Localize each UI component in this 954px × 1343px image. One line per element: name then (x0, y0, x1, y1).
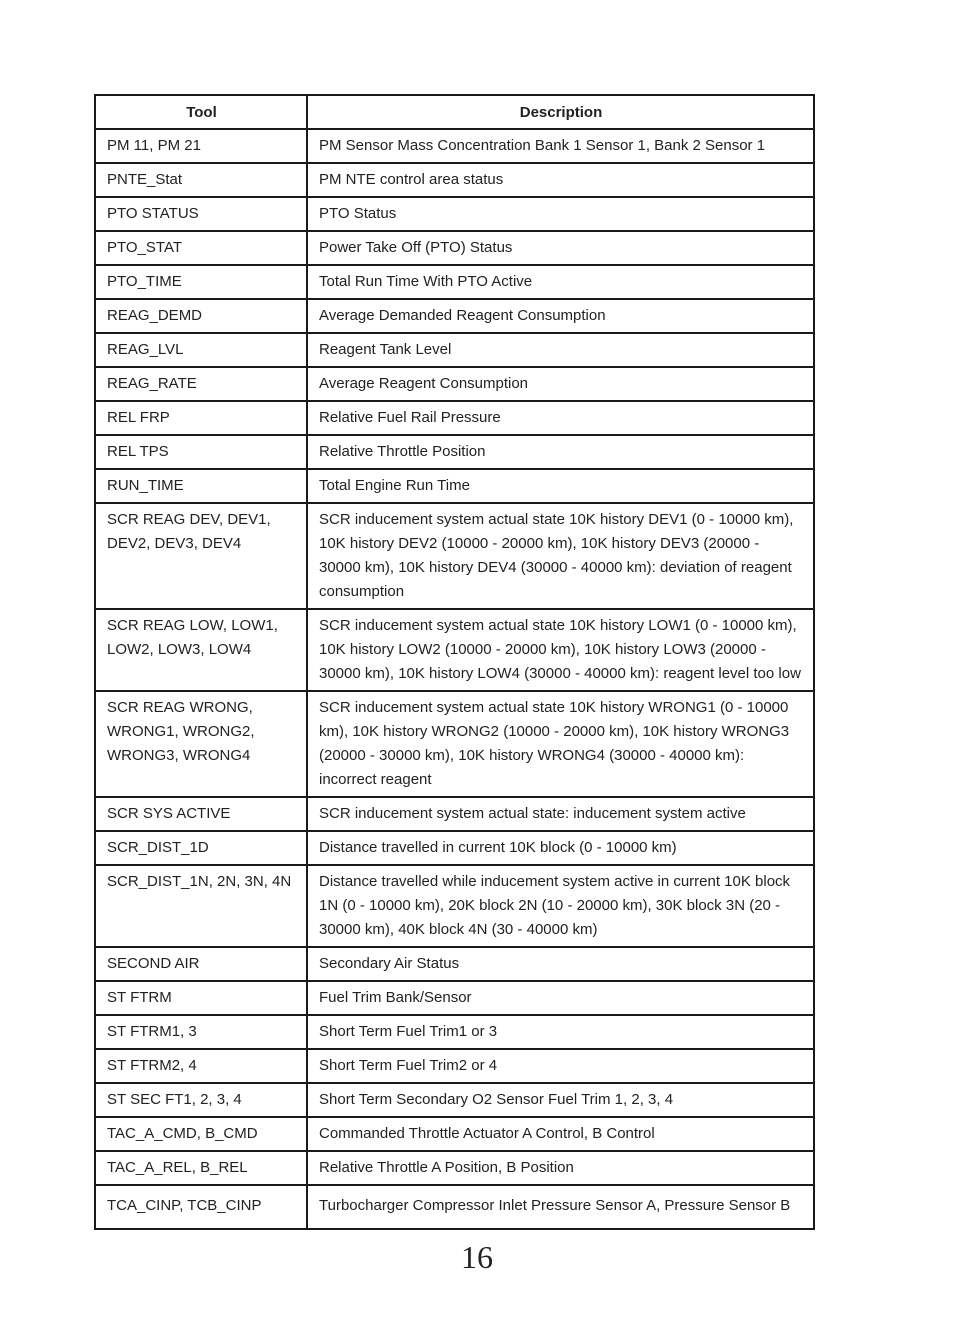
table-row (95, 435, 814, 469)
description-cell: Total Run Time With PTO Active (307, 265, 814, 299)
description-cell: SCR inducement system actual state 10K history LOW1 (0 - 10000 km), 10K history LOW2 (10000 - 20000 km), 10K history LOW3 (20000 - 30000 km), 10K history LOW4 (30000 - 40000 km): reagent level too low (307, 609, 814, 691)
table-row (95, 947, 814, 981)
page-number: 16 (461, 1239, 493, 1275)
description-cell: Fuel Trim Bank/Sensor (307, 981, 814, 1015)
table-row (95, 401, 814, 435)
description-cell: Short Term Fuel Trim2 or 4 (307, 1049, 814, 1083)
description-cell: Reagent Tank Level (307, 333, 814, 367)
description-cell: Power Take Off (PTO) Status (307, 231, 814, 265)
table-row (95, 265, 814, 299)
tool-cell: ST SEC FT1, 2, 3, 4 (95, 1083, 307, 1117)
table-row (95, 299, 814, 333)
tool-cell: PNTE_Stat (95, 163, 307, 197)
description-cell: Average Reagent Consumption (307, 367, 814, 401)
tool-cell: ST FTRM2, 4 (95, 1049, 307, 1083)
tool-cell: ST FTRM1, 3 (95, 1015, 307, 1049)
description-cell: Secondary Air Status (307, 947, 814, 981)
tool-cell: SCR REAG LOW, LOW1, LOW2, LOW3, LOW4 (95, 609, 307, 691)
table-row (95, 797, 814, 831)
tool-cell: SCR REAG WRONG, WRONG1, WRONG2, WRONG3, WRONG4 (95, 691, 307, 797)
table-row (95, 1185, 814, 1229)
tool-cell: PTO STATUS (95, 197, 307, 231)
tool-cell: SCR_DIST_1D (95, 831, 307, 865)
tool-cell: RUN_TIME (95, 469, 307, 503)
tool-description-table (94, 94, 815, 1230)
table-row (95, 469, 814, 503)
description-cell: Turbocharger Compressor Inlet Pressure Sensor A, Pressure Sensor B (307, 1185, 814, 1229)
table-row (95, 197, 814, 231)
description-cell: Commanded Throttle Actuator A Control, B Control (307, 1117, 814, 1151)
tool-cell: SCR REAG DEV, DEV1, DEV2, DEV3, DEV4 (95, 503, 307, 609)
description-cell: Distance travelled while inducement system active in current 10K block 1N (0 - 10000 km), 20K block 2N (10 - 20000 km), 30K block 3N (20 - 30000 km), 40K block 4N (30 - 40000 km) (307, 865, 814, 947)
table-row (95, 1117, 814, 1151)
column-header-description: Description (307, 95, 814, 129)
table-row (95, 1015, 814, 1049)
tool-cell: REAG_LVL (95, 333, 307, 367)
table-row (95, 865, 814, 947)
description-cell: PTO Status (307, 197, 814, 231)
table-row (95, 831, 814, 865)
description-cell: Relative Fuel Rail Pressure (307, 401, 814, 435)
tool-cell: TAC_A_REL, B_REL (95, 1151, 307, 1185)
table-row (95, 1083, 814, 1117)
tool-cell: SECOND AIR (95, 947, 307, 981)
description-cell: PM NTE control area status (307, 163, 814, 197)
tool-cell: REAG_DEMD (95, 299, 307, 333)
tool-cell: SCR_DIST_1N, 2N, 3N, 4N (95, 865, 307, 947)
description-cell: SCR inducement system actual state: inducement system active (307, 797, 814, 831)
table-row (95, 691, 814, 797)
tool-cell: REL TPS (95, 435, 307, 469)
tool-cell: SCR SYS ACTIVE (95, 797, 307, 831)
description-cell: Total Engine Run Time (307, 469, 814, 503)
tool-cell: PM 11, PM 21 (95, 129, 307, 163)
table-header-row (95, 95, 814, 129)
description-cell: Distance travelled in current 10K block (0 - 10000 km) (307, 831, 814, 865)
table-row (95, 1151, 814, 1185)
table-row (95, 163, 814, 197)
description-cell: Average Demanded Reagent Consumption (307, 299, 814, 333)
table-row (95, 231, 814, 265)
table-row (95, 333, 814, 367)
description-cell: Short Term Fuel Trim1 or 3 (307, 1015, 814, 1049)
table-body (95, 129, 814, 1229)
column-header-tool: Tool (95, 95, 307, 129)
description-cell: Short Term Secondary O2 Sensor Fuel Trim 1, 2, 3, 4 (307, 1083, 814, 1117)
tool-cell: TCA_CINP, TCB_CINP (95, 1185, 307, 1229)
description-cell: SCR inducement system actual state 10K history WRONG1 (0 - 10000 km), 10K history WRONG2 (10000 - 20000 km), 10K history WRONG3 (20000 - 30000 km), 10K history WRONG4 (30000 - 40000 km): incorrect reagent (307, 691, 814, 797)
table-row (95, 609, 814, 691)
tool-cell: ST FTRM (95, 981, 307, 1015)
tool-cell: REAG_RATE (95, 367, 307, 401)
tool-cell: PTO_TIME (95, 265, 307, 299)
table-row (95, 1049, 814, 1083)
description-cell: SCR inducement system actual state 10K history DEV1 (0 - 10000 km), 10K history DEV2 (10000 - 20000 km), 10K history DEV3 (20000 - 30000 km), 10K history DEV4 (30000 - 40000 km): deviation of reagent consumption (307, 503, 814, 609)
table-row (95, 129, 814, 163)
table-row (95, 981, 814, 1015)
tool-cell: TAC_A_CMD, B_CMD (95, 1117, 307, 1151)
table-row (95, 503, 814, 609)
description-cell: Relative Throttle Position (307, 435, 814, 469)
description-cell: Relative Throttle A Position, B Position (307, 1151, 814, 1185)
description-cell: PM Sensor Mass Concentration Bank 1 Sensor 1, Bank 2 Sensor 1 (307, 129, 814, 163)
table-row (95, 367, 814, 401)
tool-cell: REL FRP (95, 401, 307, 435)
tool-cell: PTO_STAT (95, 231, 307, 265)
